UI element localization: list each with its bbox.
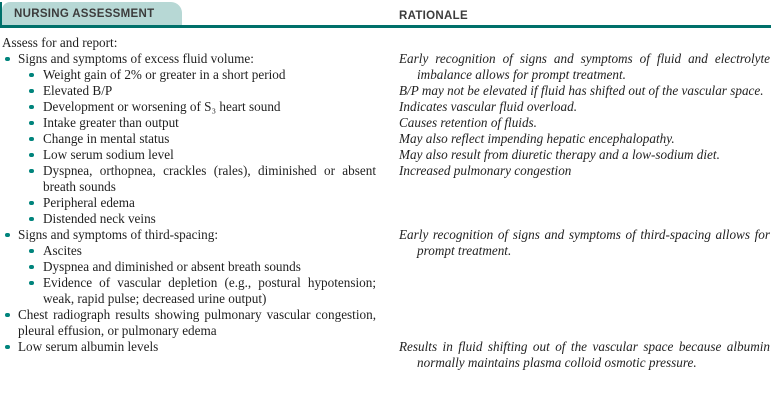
assessment-item-text: Distended neck veins <box>43 211 156 226</box>
bullet-icon <box>5 57 10 62</box>
rationale-cell <box>392 339 771 371</box>
bullet-icon <box>29 89 34 94</box>
table-header-band <box>0 0 771 28</box>
assessment-item-text: Signs and symptoms of third-spacing: <box>18 227 219 242</box>
assessment-item-text: Evidence of vascular depletion (e.g., postural hypotension; weak, rapid pulse; decreased urine output) <box>43 275 376 306</box>
assessment-item-text: Dyspnea and diminished or absent breath sounds <box>43 259 301 274</box>
assessment-item-text: Elevated B/P <box>43 83 113 98</box>
assessment-cell <box>0 83 392 99</box>
rationale-cell <box>392 35 771 51</box>
rationale-cell <box>392 227 771 339</box>
rationale-text: B/P may not be elevated if fluid has shifted out of the vascular space. <box>399 83 764 98</box>
table-row <box>0 35 771 51</box>
table-row <box>0 131 771 147</box>
assessment-item <box>2 227 376 243</box>
rationale-text: Results in fluid shifting out of the vascular space because albumin normally maintains plasma colloid osmotic pressure. <box>399 339 770 370</box>
table-row <box>0 339 771 371</box>
assessment-item <box>2 115 376 131</box>
bullet-icon <box>29 169 34 174</box>
assessment-item-text: Low serum albumin levels <box>18 339 159 354</box>
bullet-icon <box>29 217 34 222</box>
assessment-cell <box>0 163 392 227</box>
assessment-item <box>2 307 376 339</box>
assessment-item <box>2 259 376 275</box>
table-rows <box>0 51 771 371</box>
assessment-item <box>2 99 376 115</box>
assessment-item-text: Low serum sodium level <box>43 147 174 162</box>
assessment-cell <box>0 115 392 131</box>
assessment-rationale-table <box>0 35 771 371</box>
bullet-icon <box>29 201 34 206</box>
rationale-cell <box>392 83 771 99</box>
table-row <box>0 163 771 227</box>
assessment-item <box>2 131 376 147</box>
bullet-icon <box>29 137 34 142</box>
assessment-item <box>2 51 376 67</box>
assessment-cell <box>0 227 392 339</box>
rationale-text: Causes retention of fluids. <box>399 115 537 130</box>
rationale-text: Increased pulmonary congestion <box>399 163 572 178</box>
rationale-cell <box>392 99 771 115</box>
assessment-cell <box>0 131 392 147</box>
bullet-icon <box>5 345 10 350</box>
assessment-cell <box>0 51 392 83</box>
nursing-assessment-header: NURSING ASSESSMENT <box>2 2 182 25</box>
rationale-header: RATIONALE <box>399 10 468 22</box>
rationale-text: Indicates vascular fluid overload. <box>399 99 577 114</box>
assessment-item <box>2 275 376 307</box>
bullet-icon <box>29 153 34 158</box>
bullet-icon <box>29 105 34 110</box>
rationale-cell <box>392 163 771 227</box>
table-row <box>0 115 771 131</box>
assessment-item-text: Development or worsening of S₃ heart sound <box>43 99 281 114</box>
assessment-item-text: Change in mental status <box>43 131 170 146</box>
rationale-cell <box>392 51 771 83</box>
bullet-icon <box>29 121 34 126</box>
rationale-cell <box>392 131 771 147</box>
bullet-icon <box>29 73 34 78</box>
assessment-item <box>2 83 376 99</box>
rationale-cell <box>392 115 771 131</box>
assessment-item-text: Chest radiograph results showing pulmonary vascular congestion, pleural effusion, or pulmonary edema <box>18 307 376 338</box>
assessment-item-text: Weight gain of 2% or greater in a short period <box>43 67 286 82</box>
rationale-text: Early recognition of signs and symptoms of third-spacing allows for prompt treatment. <box>399 227 770 258</box>
assessment-item <box>2 163 376 195</box>
rationale-text: May also result from diuretic therapy and a low-sodium diet. <box>399 147 720 162</box>
assessment-item <box>2 195 376 211</box>
assessment-item-text: Dyspnea, orthopnea, crackles (rales), diminished or absent breath sounds <box>43 163 376 194</box>
assessment-item <box>2 243 376 259</box>
bullet-icon <box>29 265 34 270</box>
table-row <box>0 227 771 339</box>
bullet-icon <box>5 233 10 238</box>
assessment-cell <box>0 339 392 371</box>
assessment-item <box>2 211 376 227</box>
table-row <box>0 147 771 163</box>
assessment-item <box>2 67 376 83</box>
assessment-intro: Assess for and report: <box>2 35 118 50</box>
table-row <box>0 99 771 115</box>
bullet-icon <box>29 281 34 286</box>
table-row <box>0 51 771 83</box>
bullet-icon <box>29 249 34 254</box>
rationale-cell <box>392 147 771 163</box>
assessment-item <box>2 147 376 163</box>
assessment-cell <box>0 147 392 163</box>
rationale-text: Early recognition of signs and symptoms of fluid and electrolyte imbalance allows for prompt treatment. <box>399 51 770 82</box>
assessment-item <box>2 339 376 355</box>
assessment-item-text: Ascites <box>43 243 82 258</box>
assessment-item-text: Peripheral edema <box>43 195 135 210</box>
assessment-item-text: Intake greater than output <box>43 115 179 130</box>
table-row <box>0 83 771 99</box>
assessment-cell <box>0 35 392 51</box>
bullet-icon <box>5 313 10 318</box>
rationale-text: May also reflect impending hepatic encephalopathy. <box>399 131 675 146</box>
assessment-cell <box>0 99 392 115</box>
assessment-item-text: Signs and symptoms of excess fluid volume: <box>18 51 254 66</box>
